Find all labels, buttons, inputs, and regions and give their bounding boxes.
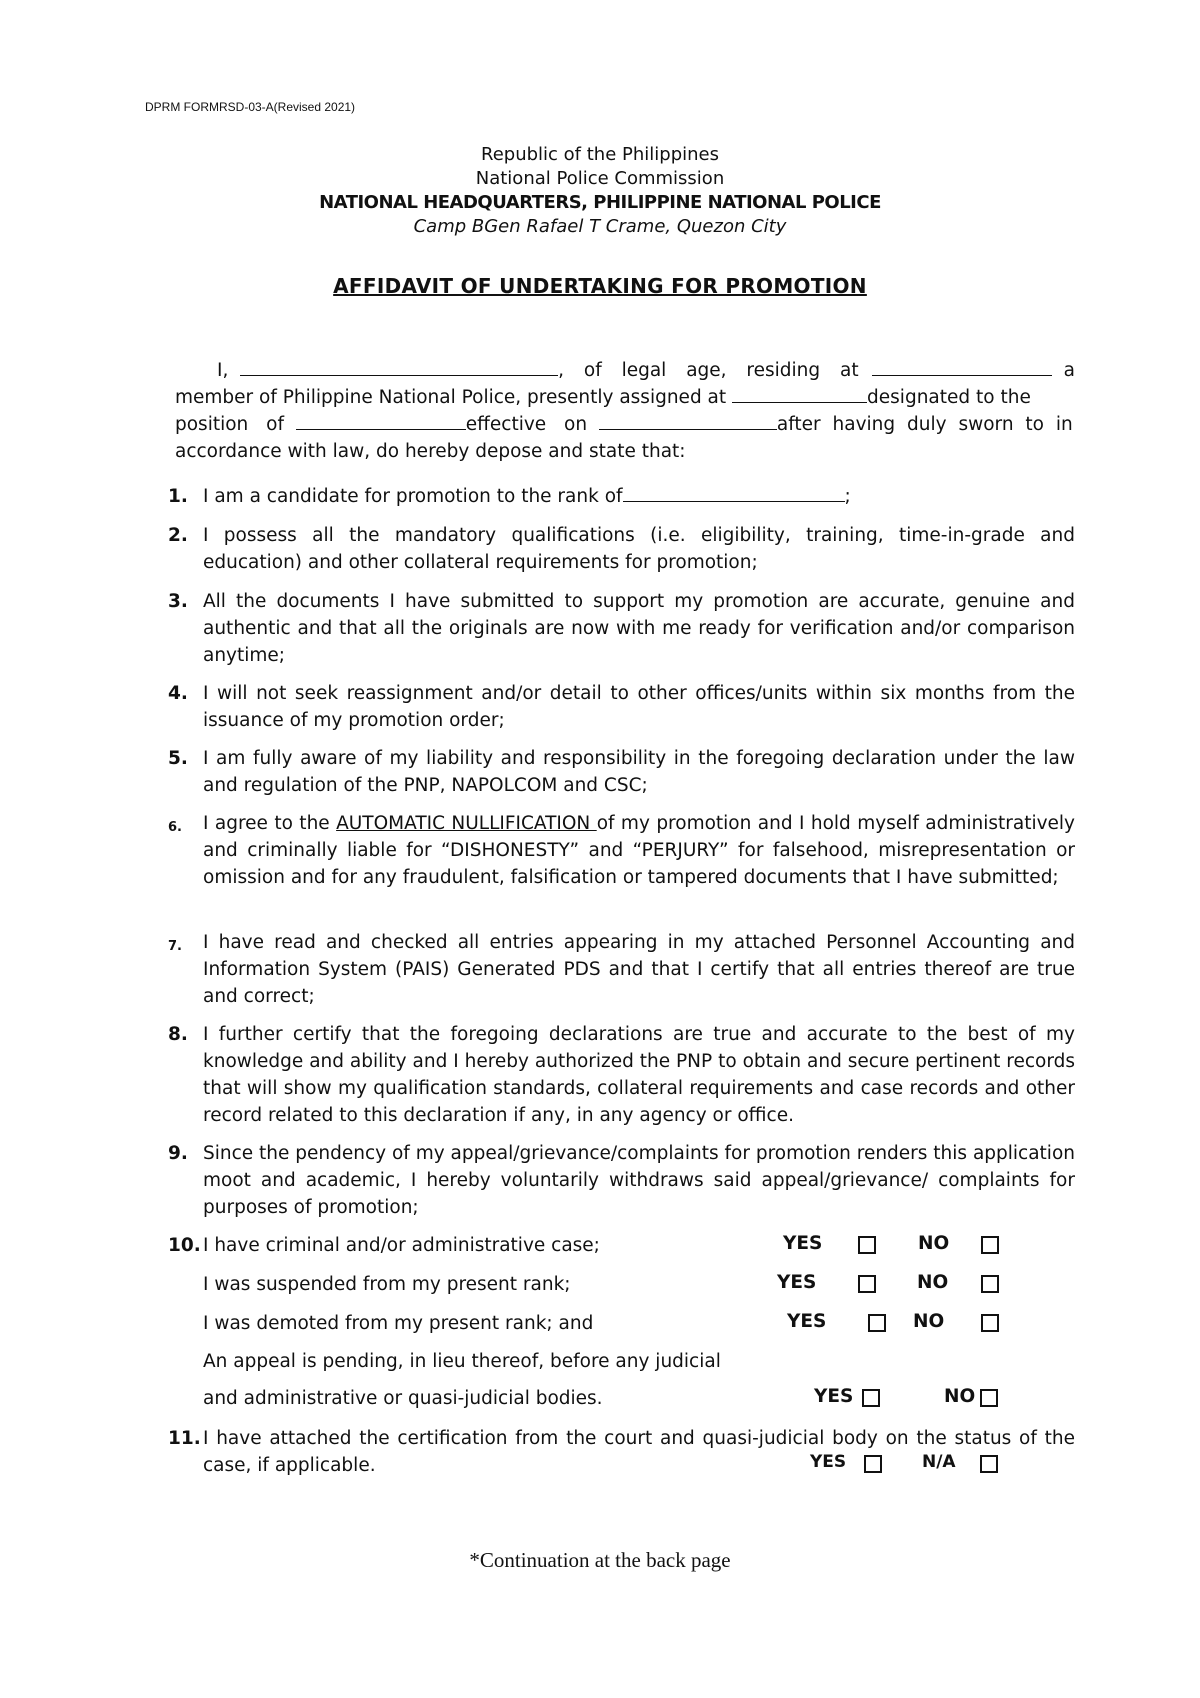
intro-text-5: designated to the	[867, 387, 1031, 408]
intro-text-9: accordance with law, do hereby depose and state that:	[175, 441, 686, 462]
header-headquarters: NATIONAL HEADQUARTERS, PHILIPPINE NATIONAL POLICE	[319, 192, 881, 213]
list-item	[168, 1140, 1075, 1221]
intro-text-7: effective on	[465, 414, 588, 435]
suspended-row-label: I was suspended from my present rank;	[203, 1274, 571, 1295]
na-label: N/A	[922, 1452, 956, 1472]
form-code: DPRM FORMRSD-03-A(Revised 2021)	[145, 100, 356, 114]
list-item	[168, 483, 1075, 510]
item-text: All the documents I have submitted to support my promotion are accurate, genuine and authentic and that all the originals are now with me ready for verification and/or comparison anytime;	[203, 591, 1075, 666]
item-number: 1.	[168, 486, 188, 507]
intro-text-4: member of Philippine National Police, presently assigned at	[175, 387, 727, 408]
appeal-no-checkbox[interactable]	[980, 1389, 998, 1407]
list-item	[168, 1021, 1075, 1129]
demoted-row-label: I was demoted from my present rank; and	[203, 1313, 594, 1334]
item-number: 9.	[168, 1143, 188, 1164]
item-text-pre: I agree to the	[203, 813, 337, 834]
item-number: 7.	[168, 939, 182, 954]
item-suffix: ;	[844, 486, 851, 507]
header-address: Camp BGen Rafael T Crame, Quezon City	[413, 216, 787, 237]
no-label: NO	[944, 1386, 976, 1407]
residence-field[interactable]	[872, 357, 1052, 376]
item-number: 5.	[168, 748, 188, 769]
suspended-yes-checkbox[interactable]	[858, 1275, 876, 1293]
item-text: I have criminal and/or administrative case;	[203, 1235, 600, 1256]
continuation-note: *Continuation at the back page	[469, 1548, 731, 1572]
list-item	[168, 929, 1075, 1010]
intro-text-1: I,	[217, 360, 229, 381]
intro-text-6: position of	[175, 414, 284, 435]
header-commission: National Police Commission	[475, 168, 725, 189]
yes-label: YES	[810, 1452, 847, 1472]
item-number: 10.	[168, 1235, 201, 1256]
no-label: NO	[917, 1272, 949, 1293]
suspended-no-checkbox[interactable]	[981, 1275, 999, 1293]
appeal-yes-checkbox[interactable]	[862, 1389, 880, 1407]
list-item	[168, 588, 1075, 669]
automatic-nullification-text: AUTOMATIC NULLIFICATION	[336, 813, 597, 834]
demoted-yes-checkbox[interactable]	[868, 1314, 886, 1332]
item-text: I am fully aware of my liability and responsibility in the foregoing declaration under the law and regulation of the PNP, NAPOLCOM and CSC;	[203, 748, 1075, 796]
intro-text-2: , of legal age, residing at	[558, 360, 859, 381]
item-number: 3.	[168, 591, 188, 612]
yes-label: YES	[783, 1233, 823, 1254]
yes-label: YES	[814, 1386, 854, 1407]
item-text: I am a candidate for promotion to the rank of	[203, 486, 623, 507]
item-text: I further certify that the foregoing declarations are true and accurate to the best of my knowledge and ability and I hereby authorized the PNP to obtain and secure pertinent records that will show my qualification standards, collateral requirements and case records and other record related to this declaration if any, in any agency or office.	[203, 1024, 1075, 1126]
rank-field[interactable]	[623, 483, 845, 502]
list-item	[168, 810, 1075, 891]
intro-text-8: after having duly sworn to in	[776, 414, 1073, 435]
assignment-field[interactable]	[732, 384, 867, 403]
item-text: of my promotion and I hold myself administratively and criminally liable for “DISHONESTY” and “PERJURY” for falsehood, misrepresentation or omission and for any fraudulent, falsification or tampered documents that I have submitted;	[203, 813, 1076, 888]
item-number: 6.	[168, 820, 182, 835]
appeal-row-label-2: and administrative or quasi-judicial bodies.	[203, 1388, 603, 1409]
no-label: NO	[918, 1233, 950, 1254]
item-number: 4.	[168, 683, 188, 704]
effective-date-field[interactable]	[599, 411, 777, 430]
appeal-row-label-1: An appeal is pending, in lieu thereof, before any judicial	[203, 1351, 721, 1372]
header-republic: Republic of the Philippines	[481, 144, 719, 165]
item-text: I will not seek reassignment and/or detail to other offices/units within six months from the issuance of my promotion order;	[203, 683, 1075, 731]
item-number: 2.	[168, 525, 188, 546]
intro-paragraph	[175, 357, 1075, 465]
list-item	[168, 745, 1075, 799]
item-number: 8.	[168, 1024, 188, 1045]
list-item	[168, 522, 1075, 576]
criminal-case-yes-checkbox[interactable]	[858, 1236, 876, 1254]
yes-label: YES	[787, 1311, 827, 1332]
item-number: 11.	[168, 1428, 201, 1449]
position-field[interactable]	[296, 411, 466, 430]
item-text: I have attached the certification from the court and quasi-judicial body on the status of the case, if applicable.	[203, 1428, 1075, 1476]
item-text: I possess all the mandatory qualifications (i.e. eligibility, training, time-in-grade and education) and other collateral requirements for promotion;	[203, 525, 1075, 573]
criminal-case-no-checkbox[interactable]	[981, 1236, 999, 1254]
document-title: AFFIDAVIT OF UNDERTAKING FOR PROMOTION	[333, 274, 867, 298]
demoted-no-checkbox[interactable]	[981, 1314, 999, 1332]
intro-text-3: a	[1063, 360, 1075, 381]
item-text: I have read and checked all entries appearing in my attached Personnel Accounting and Information System (PAIS) Generated PDS and that I certify that all entries thereof are true and correct;	[203, 932, 1075, 1007]
list-item	[168, 680, 1075, 734]
item-text: Since the pendency of my appeal/grievance/complaints for promotion renders this application moot and academic, I hereby voluntarily withdraws said appeal/grievance/ complaints for purposes of promotion;	[203, 1143, 1075, 1218]
certification-na-checkbox[interactable]	[980, 1455, 998, 1473]
yes-label: YES	[777, 1272, 817, 1293]
certification-yes-checkbox[interactable]	[864, 1455, 882, 1473]
no-label: NO	[913, 1311, 945, 1332]
name-field[interactable]	[240, 357, 558, 376]
